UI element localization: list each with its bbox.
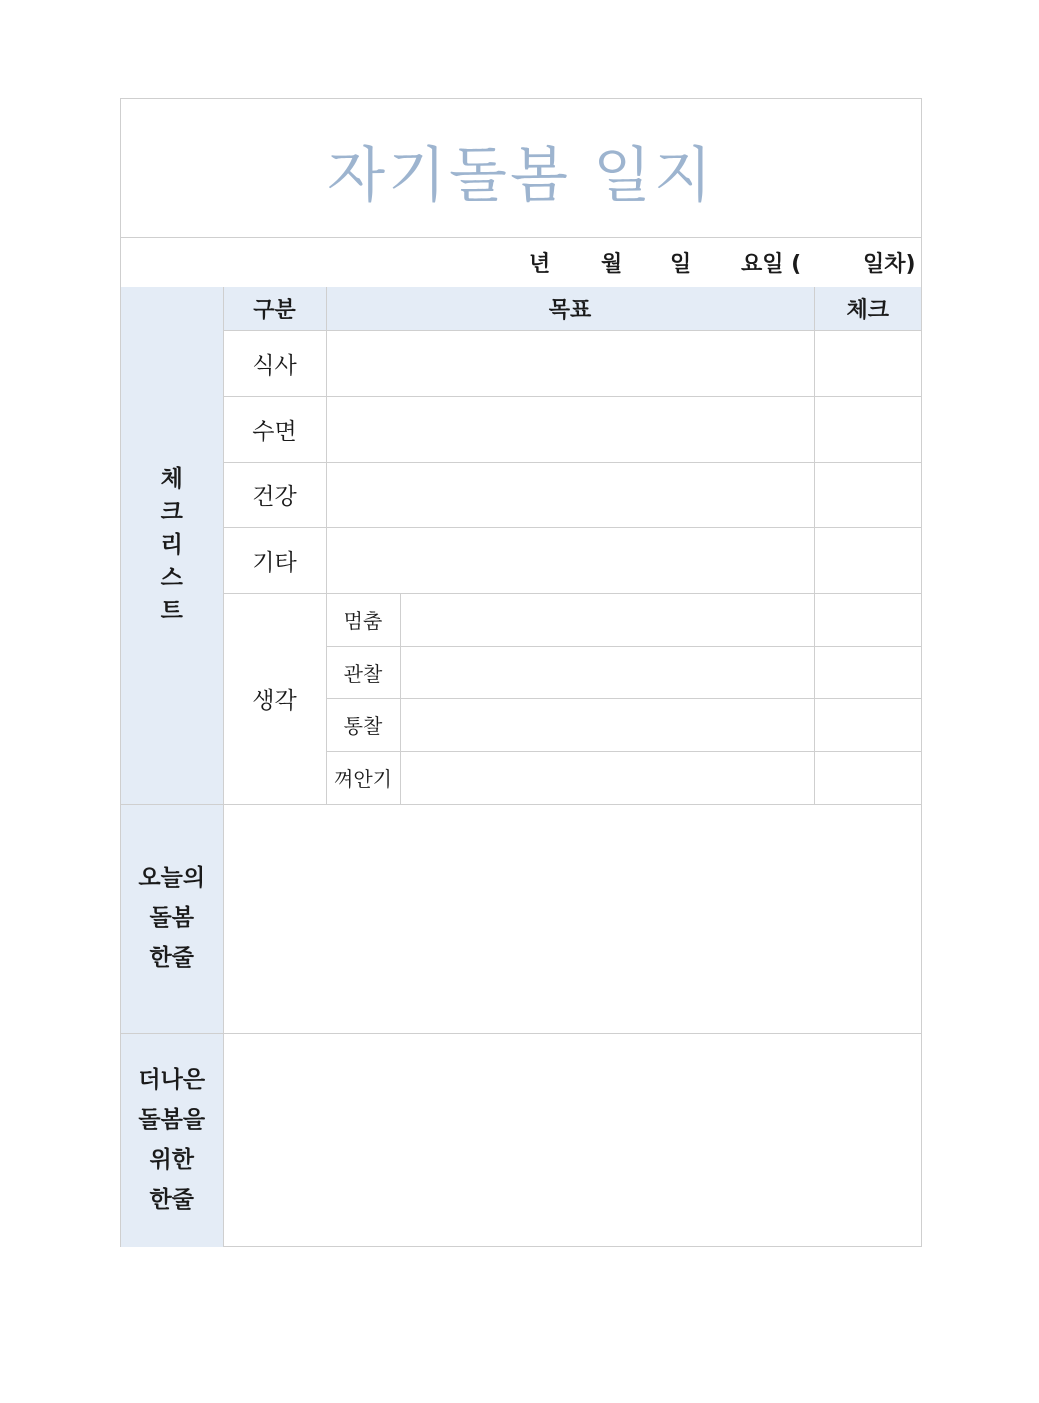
check-cell-pause[interactable] xyxy=(814,593,921,646)
better-label-line: 돌봄을 xyxy=(138,1106,206,1133)
category-meal: 식사 xyxy=(223,330,326,396)
goal-cell-meal[interactable] xyxy=(326,330,814,396)
date-row xyxy=(121,237,921,288)
goal-cell-health[interactable] xyxy=(326,462,814,527)
today-label-line: 한줄 xyxy=(149,945,194,971)
title-row xyxy=(121,99,921,238)
thought-sub-pause: 멈춤 xyxy=(326,593,400,646)
better-label-line: 더나은 xyxy=(138,1066,206,1093)
thought-sub-insight: 통찰 xyxy=(326,698,400,751)
today-label-line: 돌봄 xyxy=(149,905,194,931)
side-char: 체 xyxy=(160,465,183,492)
category-thought: 생각 xyxy=(223,593,326,804)
check-cell-insight[interactable] xyxy=(814,698,921,751)
day-count-label: 일차) xyxy=(863,252,916,277)
better-label-line: 한줄 xyxy=(149,1186,194,1213)
today-section-label xyxy=(121,804,223,1033)
table-row xyxy=(121,330,921,396)
check-cell-health[interactable] xyxy=(814,462,921,527)
thought-sub-observe: 관찰 xyxy=(326,646,400,698)
goal-cell-other[interactable] xyxy=(326,527,814,593)
goal-cell-sleep[interactable] xyxy=(326,396,814,462)
today-label-line: 오늘의 xyxy=(138,865,206,891)
table-row xyxy=(121,462,921,527)
check-cell-embrace[interactable] xyxy=(814,751,921,804)
better-label-line: 위한 xyxy=(149,1146,194,1173)
table-row xyxy=(121,396,921,462)
table-row xyxy=(121,527,921,593)
side-char: 크 xyxy=(160,498,183,525)
checklist-side-label xyxy=(121,287,223,804)
better-section-row xyxy=(121,1033,921,1247)
better-section-entry[interactable] xyxy=(223,1033,921,1247)
check-cell-meal[interactable] xyxy=(814,330,921,396)
category-health: 건강 xyxy=(223,462,326,527)
header-goal: 목표 xyxy=(326,287,814,330)
goal-cell-insight[interactable] xyxy=(400,698,814,751)
month-label: 월 xyxy=(601,252,623,277)
weekday-label: 요일 ( xyxy=(741,252,802,277)
table-header-row xyxy=(121,287,921,330)
check-cell-sleep[interactable] xyxy=(814,396,921,462)
category-sleep: 수면 xyxy=(223,396,326,462)
side-char: 리 xyxy=(160,531,183,558)
today-section-row xyxy=(121,804,921,1033)
self-care-journal-sheet xyxy=(120,98,922,1247)
table-row xyxy=(121,593,921,646)
page-title: 자기돌봄 일지 xyxy=(327,141,715,211)
checklist-table xyxy=(121,287,921,1247)
check-cell-observe[interactable] xyxy=(814,646,921,698)
side-char: 스 xyxy=(160,564,183,591)
year-label: 년 xyxy=(529,252,551,277)
header-category: 구분 xyxy=(223,287,326,330)
today-section-entry[interactable] xyxy=(223,804,921,1033)
goal-cell-pause[interactable] xyxy=(400,593,814,646)
better-section-label xyxy=(121,1033,223,1247)
day-label: 일 xyxy=(670,252,692,277)
header-check: 체크 xyxy=(814,287,921,330)
category-other: 기타 xyxy=(223,527,326,593)
side-char: 트 xyxy=(160,597,183,624)
thought-sub-embrace: 껴안기 xyxy=(326,751,400,804)
check-cell-other[interactable] xyxy=(814,527,921,593)
goal-cell-observe[interactable] xyxy=(400,646,814,698)
goal-cell-embrace[interactable] xyxy=(400,751,814,804)
